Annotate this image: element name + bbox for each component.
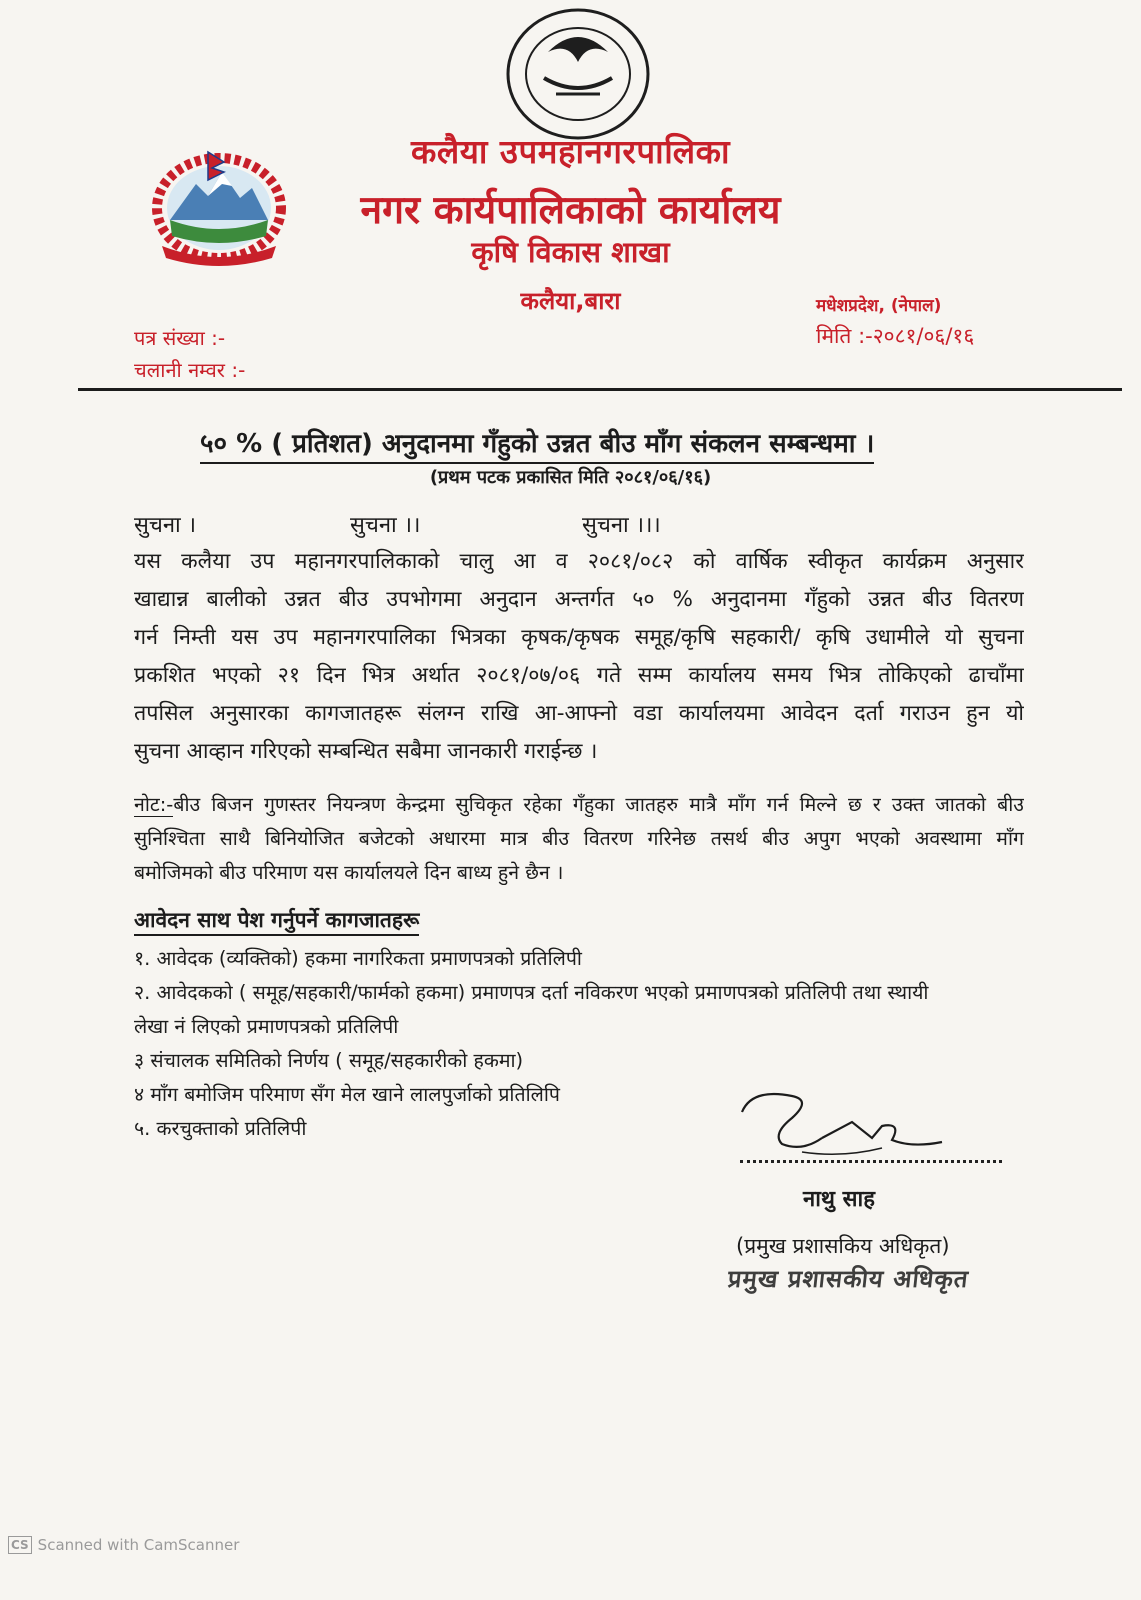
note-line [134, 790, 1024, 817]
date-label: मिति :-२०८१/०६/१६ [816, 324, 975, 348]
scanner-footer [8, 1536, 239, 1554]
office-location: कलैया,बारा [520, 287, 621, 315]
signer-title: (प्रमुख प्रशासकिय अधिकृत) [736, 1234, 950, 1258]
document-item: १. आवेदक (व्यक्तिको) हकमा नागरिकता प्रमाणपत्रको प्रतिलिपी [134, 947, 582, 970]
document-item: ३ संचालक समितिको निर्णय ( समूह/सहकारीको हकमा) [134, 1049, 524, 1072]
office-subtitle: नगर कार्यपालिकाको कार्यालय [360, 188, 781, 233]
body-line: गर्न निम्ती यस उप महानगरपालिका भित्रका कृषक/कृषक समूह/कृषि सहकारी/ कृषि उधामीले यो सुचना [134, 625, 1024, 650]
branch-name: कृषि विकास शाखा [471, 235, 670, 269]
camscanner-logo-icon: CS [8, 1536, 32, 1554]
subject-title: ५० % ( प्रतिशत) अनुदानमा गँहुको उन्नत बीउ माँग संकलन सम्बन्धमा । [200, 424, 874, 464]
notice-label-1: सुचना । [134, 513, 197, 538]
signer-name: नाथु साह [803, 1187, 875, 1212]
document-item: लेखा नं लिएको प्रमाणपत्रको प्रतिलिपी [134, 1015, 399, 1038]
official-stamp: प्रमुख प्रशासकीय अधिकृत [726, 1265, 971, 1293]
note-text: बीउ बिजन गुणस्तर नियन्त्रण केन्द्रमा सुचिकृत रहेका गँहुका जातहरु मात्रै माँग गर्न मिल्ने छ र उक्त जातको बीउ [173, 793, 1024, 816]
note-line: सुनिश्चिता साथै बिनियोजित बजेटको अधारमा मात्र बीउ वितरण गरिनेछ तसर्थ बीउ अपुग भएको अवस्थामा माँग [134, 827, 1024, 850]
body-line: यस कलैया उप महानगरपालिकाको चालु आ व २०८१/०८२ को वार्षिक स्वीकृत कार्यक्रम अनुसार [134, 549, 1024, 574]
signature-line [740, 1160, 1002, 1163]
notice-label-3: सुचना ।।। [582, 513, 661, 538]
body-line: सुचना आव्हान गरिएको सम्बन्धित सबैमा जानकारी गराईन्छ । [134, 739, 598, 764]
notice-label-2: सुचना ।। [350, 513, 421, 538]
province-label: मधेशप्रदेश, (नेपाल) [816, 296, 942, 316]
body-line: तपसिल अनुसारका कागजातहरू संलग्न राखि आ-आफ्नो वडा कार्यालयमा आवेदन दर्ता गराउन हुन यो [134, 701, 1024, 726]
document-item: ४ माँग बमोजिम परिमाण सँग मेल खाने लालपुर्जाको प्रतिलिपि [134, 1083, 560, 1106]
handwritten-signature [732, 1082, 962, 1162]
scanner-footer-text: Scanned with CamScanner [37, 1536, 240, 1554]
letter-number-label: पत्र संख्या :- [134, 326, 226, 350]
note-line: बमोजिमको बीउ परिमाण यस कार्यालयले दिन बाध्य हुने छैन । [134, 861, 564, 884]
header-divider [78, 388, 1122, 391]
document-item: ५. करचुक्ताको प्रतिलिपी [134, 1117, 307, 1140]
body-line: खाद्यान्न बालीको उन्नत बीउ उपभोगमा अनुदान अन्तर्गत ५० % अनुदानमा गँहुको उन्नत बीउ वितरण [134, 587, 1024, 612]
body-line: प्रकशित भएको २१ दिन भित्र अर्थात २०८१/०७/०६ गते सम्म कार्यालय समय भित्र तोकिएको ढाचाँमा [134, 663, 1024, 688]
dispatch-number-label: चलानी नम्वर :- [134, 358, 246, 382]
documents-heading: आवेदन साथ पेश गर्नुपर्ने कागजातहरू [134, 906, 419, 936]
document-item: २. आवेदकको ( समूह/सहकारी/फार्मको हकमा) प्रमाणपत्र दर्ता नविकरण भएको प्रमाणपत्रको प्रतिलिपी तथा स्थायी [134, 981, 929, 1004]
first-published-note: (प्रथम पटक प्रकासित मिति २०८१/०६/१६) [429, 467, 712, 488]
note-label: नोट:- [134, 793, 174, 816]
office-name: कलैया उपमहानगरपालिका [410, 132, 731, 171]
